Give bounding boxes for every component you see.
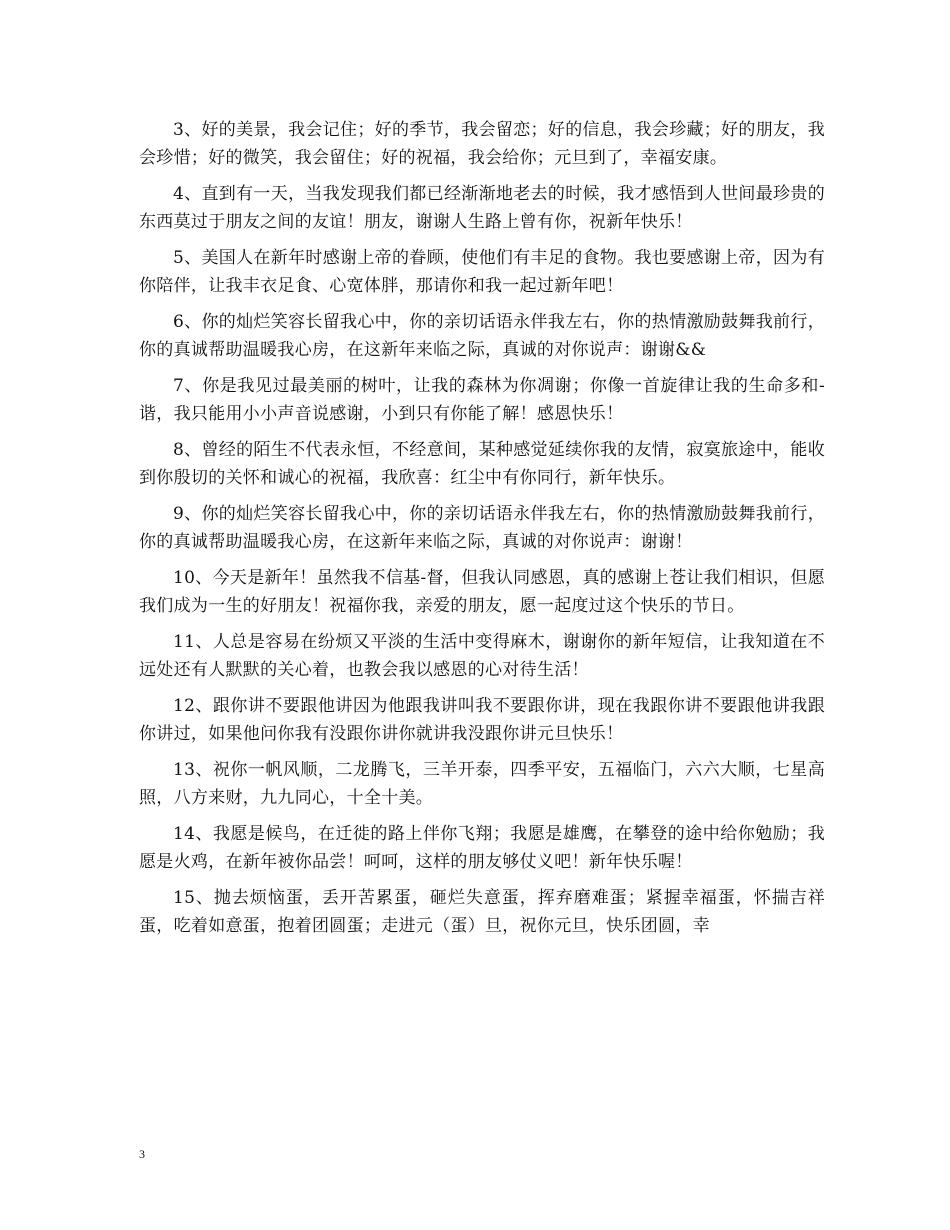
page-body <box>139 116 825 948</box>
paragraph-4: 4、直到有一天，当我发现我们都已经渐渐地老去的时候，我才感悟到人世间最珍贵的东西莫过于朋友之间的友谊！朋友，谢谢人生路上曾有你，祝新年快乐！ <box>139 184 825 232</box>
paragraph-15: 15、抛去烦恼蛋，丢开苦累蛋，砸烂失意蛋，挥弃磨难蛋；紧握幸福蛋，怀揣吉祥蛋，吃着如意蛋，抱着团圆蛋；走进元（蛋）旦，祝你元旦，快乐团圆，幸 <box>139 888 825 936</box>
paragraph-11: 11、人总是容易在纷烦又平淡的生活中变得麻木，谢谢你的新年短信，让我知道在不远处还有人默默的关心着，也教会我以感恩的心对待生活！ <box>139 632 825 680</box>
paragraph-13: 13、祝你一帆风顺，二龙腾飞，三羊开泰，四季平安，五福临门，六六大顺，七星高照，八方来财，九九同心，十全十美。 <box>139 760 825 808</box>
paragraph-8: 8、曾经的陌生不代表永恒，不经意间，某种感觉延续你我的友情，寂寞旅途中，能收到你殷切的关怀和诚心的祝福，我欣喜：红尘中有你同行，新年快乐。 <box>139 440 825 488</box>
paragraph-12: 12、跟你讲不要跟他讲因为他跟我讲叫我不要跟你讲，现在我跟你讲不要跟他讲我跟你讲过，如果他问你我有没跟你讲你就讲我没跟你讲元旦快乐！ <box>139 696 825 744</box>
paragraph-14: 14、我愿是候鸟，在迁徙的路上伴你飞翔；我愿是雄鹰，在攀登的途中给你勉励；我愿是火鸡，在新年被你品尝！呵呵，这样的朋友够仗义吧！新年快乐喔！ <box>139 824 825 872</box>
paragraph-5: 5、美国人在新年时感谢上帝的眷顾，使他们有丰足的食物。我也要感谢上帝，因为有你陪伴，让我丰衣足食、心宽体胖，那请你和我一起过新年吧！ <box>139 248 825 296</box>
paragraph-7: 7、你是我见过最美丽的树叶，让我的森林为你凋谢；你像一首旋律让我的生命多和-谐，我只能用小小声音说感谢，小到只有你能了解！感恩快乐！ <box>139 376 825 424</box>
paragraph-9: 9、你的灿烂笑容长留我心中，你的亲切话语永伴我左右，你的热情激励鼓舞我前行，你的真诚帮助温暖我心房，在这新年来临之际，真诚的对你说声：谢谢！ <box>139 504 825 552</box>
page-number: 3 <box>139 1147 145 1161</box>
paragraph-6: 6、你的灿烂笑容长留我心中，你的亲切话语永伴我左右，你的热情激励鼓舞我前行，你的真诚帮助温暖我心房，在这新年来临之际，真诚的对你说声：谢谢&& <box>139 312 825 360</box>
paragraph-10: 10、今天是新年！虽然我不信基-督，但我认同感恩，真的感谢上苍让我们相识，但愿我们成为一生的好朋友！祝福你我，亲爱的朋友，愿一起度过这个快乐的节日。 <box>139 568 825 616</box>
paragraph-3: 3、好的美景，我会记住；好的季节，我会留恋；好的信息，我会珍藏；好的朋友，我会珍惜；好的微笑，我会留住；好的祝福，我会给你；元旦到了，幸福安康。 <box>139 120 825 168</box>
